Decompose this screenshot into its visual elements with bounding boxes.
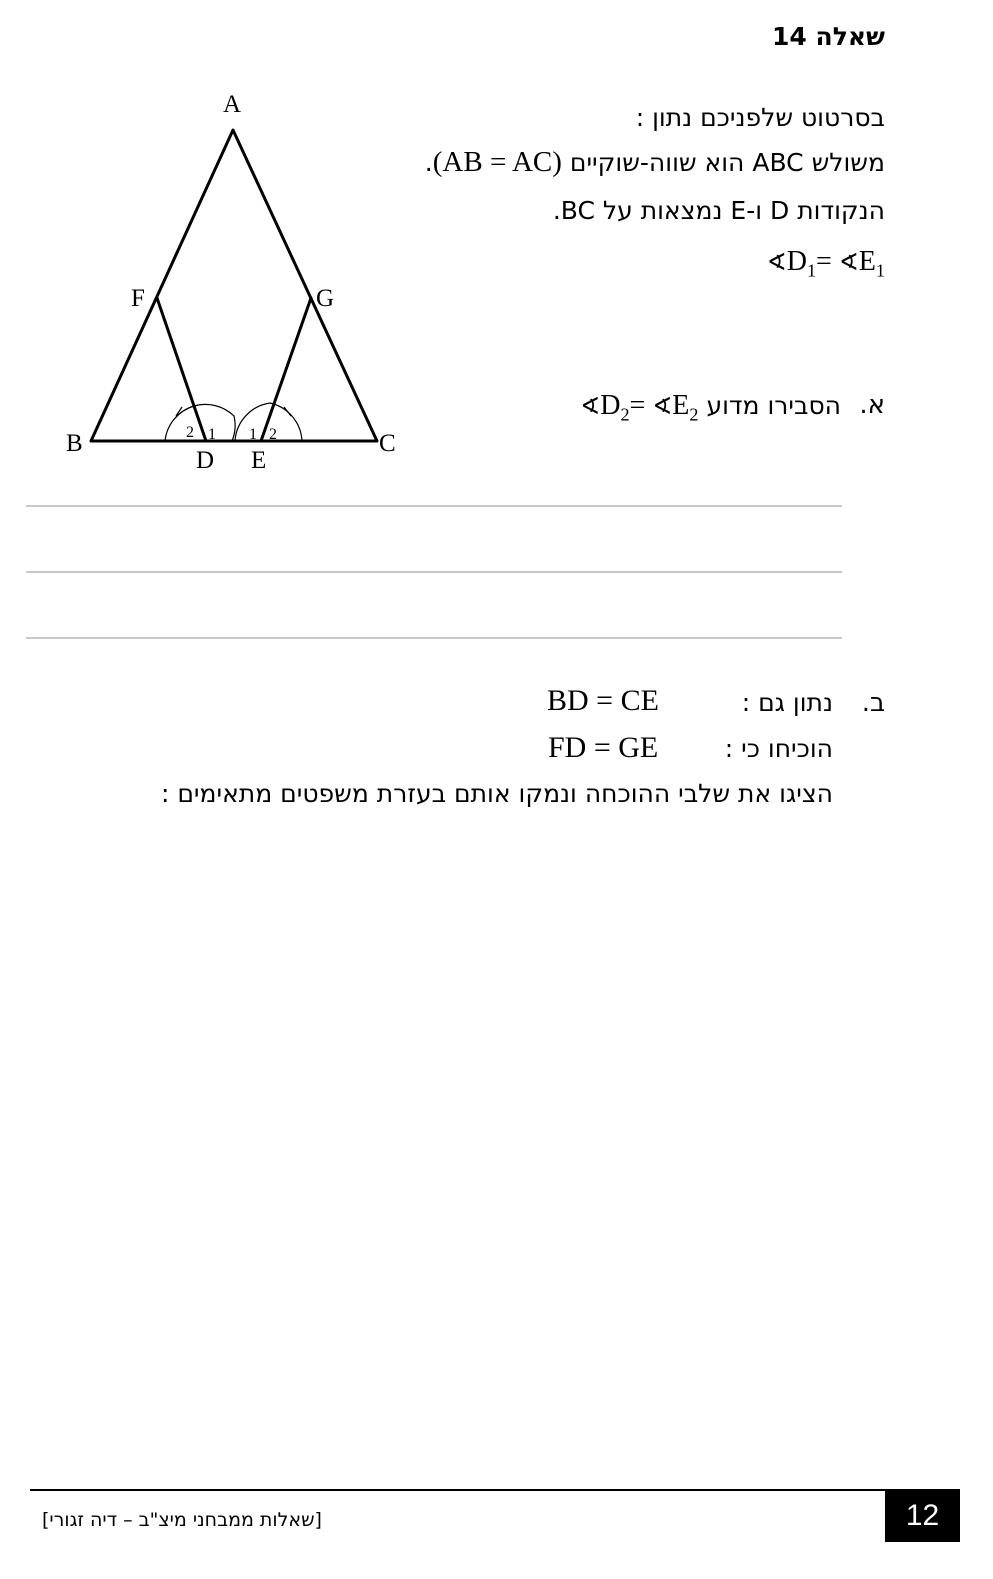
part-b-instruction: הציגו את שלבי ההוכחה ונמקו אותם בעזרת משפטים מתאימים : <box>160 779 833 808</box>
label-a: A <box>223 91 242 118</box>
answer-line-2[interactable] <box>26 571 842 573</box>
label-b: B <box>66 430 83 457</box>
angle-label-d1: 1 <box>208 426 216 443</box>
triangle-diagram <box>0 80 420 490</box>
footer-source: [שאלות ממבחני מיצ"ב – דיה זגורי] <box>42 1509 322 1531</box>
given-triangle <box>425 146 885 179</box>
label-d: D <box>196 447 215 474</box>
part-a-angle-e: E <box>672 390 690 421</box>
given-triangle-text: משולש ABC הוא שווה-שוקיים <box>561 148 885 177</box>
angle-label-e2: 2 <box>269 426 277 443</box>
angle-icon: ∢ <box>652 392 673 420</box>
label-f: F <box>131 285 145 312</box>
angle-icon: ∢ <box>580 392 601 420</box>
given-intro: בסרטוט שלפניכם נתון : <box>635 103 885 132</box>
page-number: 12 <box>885 1489 960 1542</box>
part-a-eq: = <box>629 390 653 421</box>
footer-rule <box>30 1489 960 1491</box>
label-e: E <box>251 447 267 474</box>
part-b-given-label: נתון גם : <box>741 688 833 717</box>
given-triangle-suffix: . <box>424 148 433 177</box>
given-points: הנקודות D ו-E נמצאות על BC. <box>552 196 885 225</box>
label-c: C <box>379 430 396 457</box>
given-angle-e: E <box>858 246 876 277</box>
part-a-question <box>580 390 841 425</box>
given-angles <box>766 246 885 281</box>
given-angle-eq: = <box>816 246 839 277</box>
given-angle-d: D <box>786 246 807 277</box>
part-a-text: הסבירו מדוע <box>706 391 841 420</box>
part-b-label: ב. <box>861 688 885 718</box>
given-triangle-eq: (AB = AC) <box>432 146 562 178</box>
part-a-angle-d: D <box>600 390 621 421</box>
part-a-angle-e-sub: 2 <box>689 404 699 425</box>
label-g: G <box>316 285 335 312</box>
segment-ge <box>261 298 311 441</box>
part-b-prove-eq: FD = GE <box>548 731 659 764</box>
part-b-prove-label: הוכיחו כי : <box>724 734 833 763</box>
angle-icon: ∢ <box>838 248 859 276</box>
part-b-given-eq: BD = CE <box>547 684 659 717</box>
part-a-angle-d-sub: 2 <box>620 404 630 425</box>
part-a-angles <box>580 390 699 425</box>
angle-label-d2: 2 <box>186 424 194 441</box>
given-angle-e-sub: 1 <box>875 260 885 281</box>
answer-line-1[interactable] <box>26 505 842 507</box>
angle-tick-e <box>284 407 291 416</box>
given-angle-d-sub: 1 <box>806 260 817 281</box>
answer-line-3[interactable] <box>26 637 842 639</box>
angle-icon: ∢ <box>766 248 787 276</box>
question-title: שאלה 14 <box>772 22 885 51</box>
segment-fd <box>157 298 206 441</box>
angle-label-e1: 1 <box>249 426 257 443</box>
part-a-label: א. <box>859 390 885 420</box>
